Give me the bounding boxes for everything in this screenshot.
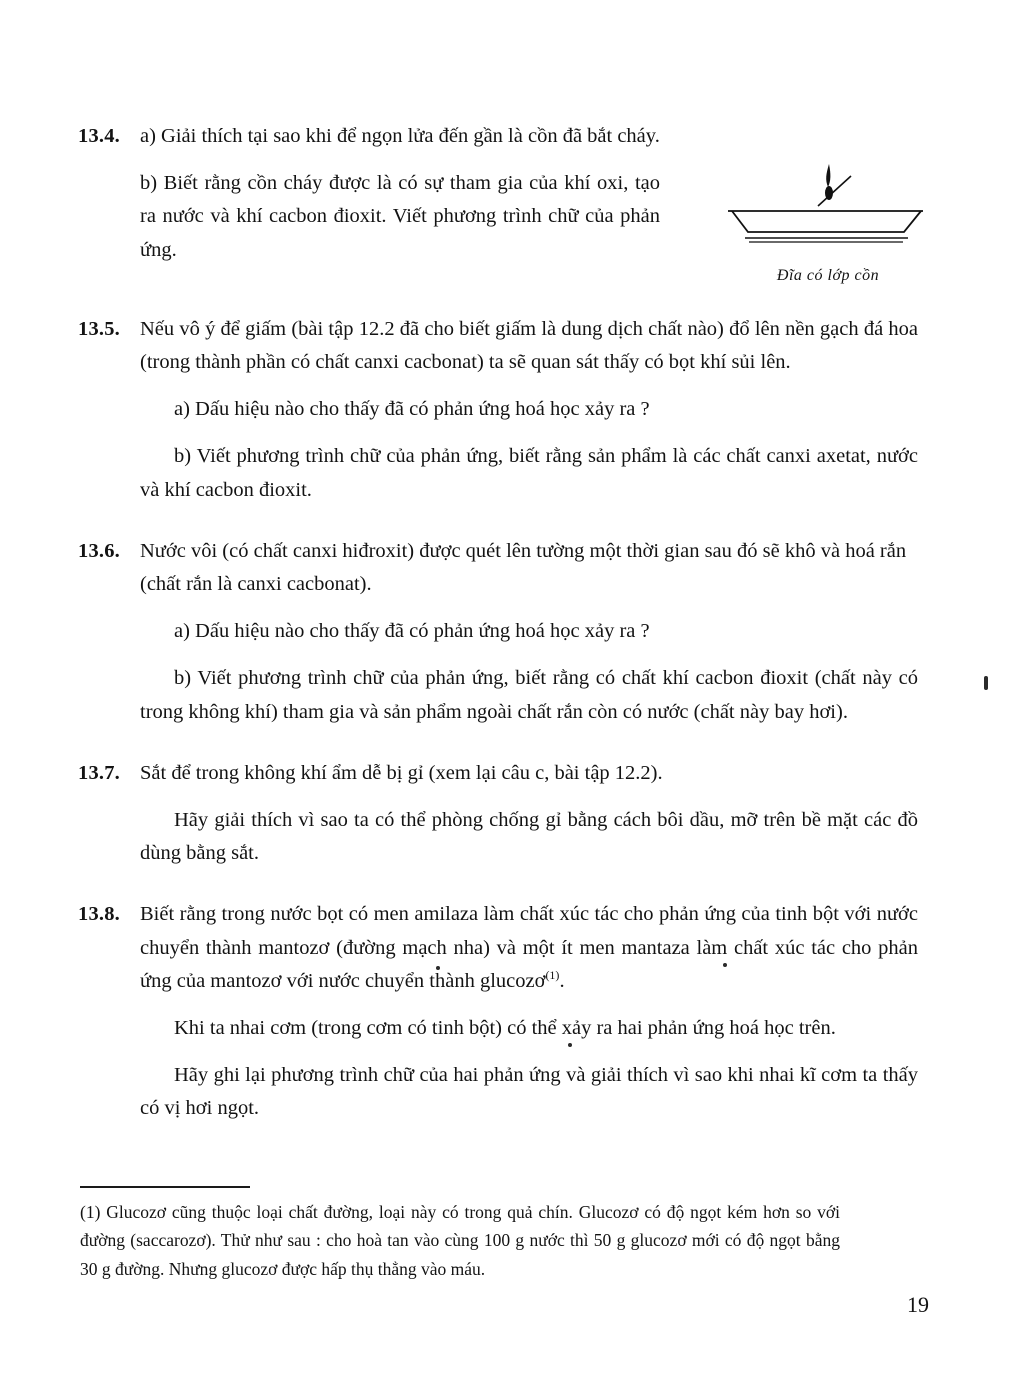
exercise-paragraph: Khi ta nhai cơm (trong cơm có tinh bột) có thể xảy ra hai phản ứng hoá học trên. bbox=[174, 1017, 836, 1040]
exercise-body bbox=[140, 120, 660, 271]
exercise-paragraph: Biết rằng trong nước bọt có men amilaza làm chất xúc tác cho phản ứng của tinh bột với nước chuyển thành mantozơ (đường mạch nha) và một ít men mantaza làm chất xúc tác cho phản ứng của mantozơ với nước chuyển thành glucozơ$^{(1)}$. bbox=[140, 903, 918, 992]
footnote-marker: (1) bbox=[545, 968, 560, 983]
exercise-paragraph: Sắt để trong không khí ẩm dễ bị gỉ (xem lại câu c, bài tập 12.2). bbox=[140, 761, 663, 784]
exercise-paragraph: b) Viết phương trình chữ của phản ứng, biết rằng có chất khí cacbon đioxit (chất này có trong không khí) tham gia và sản phẩm ngoài chất rắn còn có nước (chất này bay hơi). bbox=[140, 667, 918, 723]
exercise-number: 13.5. bbox=[78, 317, 120, 340]
scan-artifact bbox=[723, 963, 727, 967]
figure-caption: Đĩa có lớp cồn bbox=[776, 267, 880, 284]
exercise-paragraph: Hãy giải thích vì sao ta có thể phòng chống gỉ bằng cách bôi dầu, mỡ trên bề mặt các đồ dùng bằng sắt. bbox=[140, 809, 918, 865]
exercise-number: 13.6. bbox=[78, 539, 120, 562]
exercise-paragraph-text: Biết rằng trong nước bọt có men amilaza làm chất xúc tác cho phản ứng của tinh bột với nước chuyển thành mantozơ (đường mạch nha) và một ít men mantaza làm chất xúc tác cho phản ứng của mantozơ với nước chuyển thành glucozơ bbox=[140, 903, 918, 992]
dish-with-alcohol-layer-icon bbox=[718, 156, 938, 256]
exercise-number: 13.4. bbox=[78, 125, 120, 147]
exercise-body bbox=[140, 757, 918, 875]
exercise-paragraph: Nước vôi (có chất canxi hiđroxit) được quét lên tường một thời gian sau đó sẽ khô và hoá rắn (chất rắn là canxi cacbonat). bbox=[140, 539, 907, 596]
exercise-paragraph: Nếu vô ý để giấm (bài tập 12.2 đã cho biết giấm là dung dịch chất nào) đổ lên nền gạch đá hoa (trong thành phần có chất canxi cacbonat) ta sẽ quan sát thấy có bọt khí sủi lên. bbox=[140, 317, 918, 374]
exercise-paragraph: b) Viết phương trình chữ của phản ứng, biết rằng sản phẩm là các chất canxi axetat, nước và khí cacbon đioxit. bbox=[140, 445, 918, 501]
exercise-13-4 bbox=[78, 120, 918, 284]
scan-artifact bbox=[984, 676, 988, 690]
figure-dish-with-alcohol bbox=[718, 156, 938, 285]
exercise-13-5 bbox=[78, 313, 918, 511]
exercise-body bbox=[140, 898, 918, 1129]
exercise-paragraph: b) Biết rằng cồn cháy được là có sự tham gia của khí oxi, tạo ra nước và khí cacbon đioxit. Viết phương trình chữ của phản ứng. bbox=[140, 172, 660, 261]
exercise-13-6 bbox=[78, 535, 918, 733]
exercise-paragraph: Hãy ghi lại phương trình chữ của hai phản ứng và giải thích vì sao khi nhai kĩ cơm ta thấy có vị hơi ngọt. bbox=[140, 1064, 918, 1120]
exercise-paragraph: a) Dấu hiệu nào cho thấy đã có phản ứng hoá học xảy ra ? bbox=[174, 620, 650, 643]
exercise-13-8 bbox=[78, 898, 918, 1129]
footnote-text: (1) Glucozơ cũng thuộc loại chất đường, loại này có trong quả chín. Glucozơ có độ ngọt kém hơn so với đường (saccarozơ). Thử như sau : cho hoà tan vào cùng 100 g nước thì 50 g glucozơ mới có độ ngọt bằng 30 g đường. Nhưng glucozơ được hấp thụ thẳng vào máu. bbox=[80, 1202, 840, 1279]
exercise-body bbox=[140, 535, 918, 733]
page-content bbox=[78, 120, 918, 1137]
exercise-13-7 bbox=[78, 757, 918, 875]
page-number: 19 bbox=[907, 1292, 929, 1317]
exercise-body bbox=[140, 313, 918, 511]
footnote-separator bbox=[80, 1186, 250, 1188]
scan-artifact bbox=[436, 966, 440, 970]
exercise-number: 13.8. bbox=[78, 903, 120, 926]
exercise-paragraph: a) Dấu hiệu nào cho thấy đã có phản ứng hoá học xảy ra ? bbox=[174, 398, 650, 421]
scan-artifact bbox=[568, 1043, 572, 1047]
exercise-paragraph: a) Giải thích tại sao khi để ngọn lửa đến gần là cồn đã bắt cháy. bbox=[140, 125, 660, 147]
footnote bbox=[80, 1198, 840, 1283]
exercise-number: 13.7. bbox=[78, 761, 120, 784]
